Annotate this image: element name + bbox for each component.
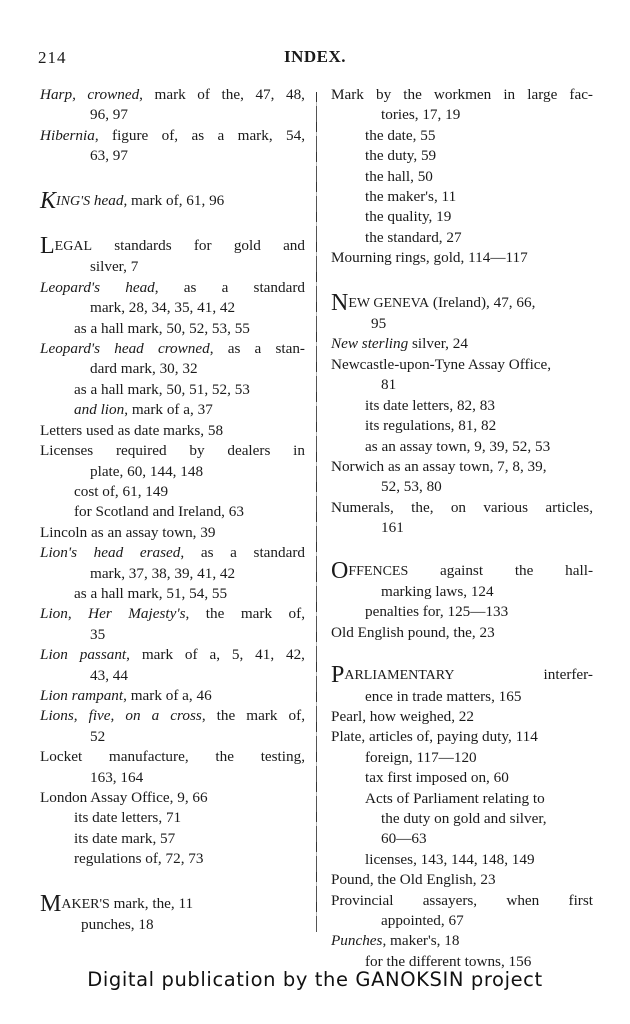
index-section-n — [331, 289, 593, 316]
index-entry-continuation: mark, 28, 34, 35, 41, 42 — [90, 299, 236, 317]
index-entry — [40, 706, 305, 726]
drop-cap: K — [40, 187, 57, 214]
index-subentry: cost of, 61, 149 — [74, 482, 169, 500]
entry-text: , as a stan- — [209, 340, 305, 358]
entry-term: Hibernia — [40, 126, 95, 144]
drop-cap: N — [331, 289, 349, 316]
index-entry: Pound, the Old English, 23 — [331, 871, 496, 889]
publication-credit: Digital publication by the GANOKSIN project — [87, 968, 543, 991]
entry-term: head — [90, 191, 124, 209]
entry-text: , mark of, 61, 96 — [123, 191, 225, 209]
index-column-left — [40, 85, 305, 935]
index-entry — [331, 334, 593, 354]
index-entry: Licenses required by dealers in — [40, 442, 305, 460]
index-subentry: Acts of Parliament relating to — [365, 789, 545, 807]
index-entry: Lincoln as an assay town, 39 — [40, 523, 216, 541]
index-entry-continuation: 35 — [90, 625, 106, 643]
entry-text: interfer- — [454, 666, 593, 684]
index-subentry: as a hall mark, 51, 54, 55 — [74, 584, 228, 602]
index-entry — [40, 278, 305, 298]
entry-term: FFENCES — [348, 563, 409, 579]
entry-term: AKER'S — [61, 896, 110, 912]
entry-term: Her Majesty's — [88, 605, 186, 623]
index-entry-continuation: tories, 17, 19 — [381, 106, 461, 124]
index-section-p — [331, 662, 593, 689]
index-entry-continuation: mark, 37, 38, 39, 41, 42 — [90, 564, 236, 582]
index-entry-continuation: ence in trade matters, 165 — [365, 687, 522, 705]
index-entry — [40, 686, 305, 706]
index-entry: Provincial assayers, when first — [331, 891, 593, 909]
index-entry — [40, 543, 305, 563]
entry-text: standards for gold and — [92, 237, 305, 255]
index-section-o — [331, 557, 593, 584]
entry-term: Leopard's head — [40, 278, 155, 296]
entry-text: , mark of a, 46 — [123, 686, 212, 704]
entry-text: , as a standard — [154, 278, 305, 296]
drop-cap: M — [40, 890, 62, 917]
drop-cap: O — [331, 557, 349, 584]
index-entry-continuation: dard mark, 30, 32 — [90, 360, 198, 378]
entry-term: and lion — [74, 401, 125, 419]
index-entry: Newcastle-upon-Tyne Assay Office, — [331, 355, 552, 373]
index-entry-continuation: the duty on gold and silver, — [381, 810, 547, 827]
index-subentry: tax first imposed on, 60 — [365, 769, 509, 787]
index-subentry: its regulations, 81, 82 — [365, 417, 497, 435]
index-entry-continuation: marking laws, 124 — [381, 582, 494, 600]
index-entry — [40, 604, 305, 624]
index-subentry: foreign, 117—120 — [365, 748, 477, 766]
index-section-k — [40, 187, 305, 214]
index-section-l — [40, 233, 305, 260]
index-entry-continuation: 161 — [381, 519, 404, 537]
index-entry: Locket manufacture, the testing, — [40, 748, 305, 766]
entry-term: Lion rampant — [40, 686, 124, 704]
entry-text: , mark of a, 5, 41, 42, — [126, 646, 305, 664]
index-entry — [40, 85, 305, 105]
index-subentry: its date letters, 82, 83 — [365, 396, 495, 414]
index-subentry: licenses, 143, 144, 148, 149 — [365, 850, 535, 868]
index-entry — [40, 339, 305, 359]
index-subentry: the quality, 19 — [365, 208, 452, 226]
entry-term: Lion — [40, 605, 68, 623]
entry-term: EW GENEVA — [348, 295, 430, 311]
index-entry-continuation: plate, 60, 144, 148 — [90, 462, 204, 480]
entry-text: , mark of the, 47, 48, — [139, 86, 305, 103]
index-entry-continuation: 96, 97 — [90, 106, 128, 124]
index-subentry: for Scotland and Ireland, 63 — [74, 503, 244, 521]
column-divider — [316, 92, 317, 932]
entry-text: (Ireland), 47, 66, — [429, 293, 536, 311]
entry-term: Lion's head erased — [40, 544, 181, 562]
index-entry: Pearl, how weighed, 22 — [331, 707, 474, 725]
entry-term: ARLIAMENTARY — [344, 668, 455, 684]
drop-cap: P — [331, 662, 345, 689]
index-subentry: regulations of, 72, 73 — [74, 850, 204, 868]
index-section-m — [40, 890, 305, 917]
index-subentry: for the different towns, 156 — [365, 952, 532, 970]
index-subentry: penalties for, 125—133 — [365, 603, 509, 621]
index-entry: Mourning rings, gold, 114—117 — [331, 249, 528, 267]
entry-text: , the mark of, — [201, 707, 305, 725]
entry-text: , as a standard — [180, 544, 305, 562]
index-entry: Mark by the workmen in large fac- — [331, 86, 593, 103]
entry-term: ING'S — [56, 193, 91, 209]
index-subentry: the maker's, 11 — [365, 188, 457, 206]
entry-term: Lions, five, on a cross — [40, 707, 202, 725]
index-entry-continuation: silver, 7 — [90, 258, 139, 276]
entry-term: Leopard's head crowned — [40, 340, 210, 358]
index-entry: Numerals, the, on various articles, — [331, 498, 593, 516]
index-subentry: as an assay town, 9, 39, 52, 53 — [365, 437, 551, 455]
index-entry-continuation: 60—63 — [381, 830, 427, 848]
entry-text: against the hall- — [408, 561, 593, 579]
index-subentry: its date mark, 57 — [74, 829, 176, 847]
index-entry-continuation: 163, 164 — [90, 768, 144, 786]
index-entry-continuation: 43, 44 — [90, 666, 128, 684]
entry-text: mark, the, 11 — [109, 894, 194, 912]
entry-text: , maker's, 18 — [382, 932, 460, 950]
entry-text: silver, 24 — [408, 335, 468, 353]
running-head: INDEX. — [283, 47, 347, 66]
index-subentry: as a hall mark, 50, 51, 52, 53 — [74, 380, 250, 398]
index-entry: London Assay Office, 9, 66 — [40, 789, 208, 806]
entry-term: EGAL — [54, 239, 92, 255]
index-subentry: the duty, 59 — [365, 147, 437, 165]
entry-text: , figure of, as a mark, 54, — [94, 126, 305, 144]
entry-text: , — [67, 605, 89, 623]
entry-term: New sterling — [331, 335, 409, 353]
index-subentry: its date letters, 71 — [74, 809, 182, 827]
index-subentry: as a hall mark, 50, 52, 53, 55 — [74, 319, 250, 337]
index-entry — [40, 126, 305, 146]
index-entry-continuation: 95 — [371, 315, 387, 333]
index-subentry: the hall, 50 — [365, 167, 433, 185]
index-entry: Letters used as date marks, 58 — [40, 421, 224, 439]
index-subentry: the standard, 27 — [365, 228, 462, 246]
index-entry-continuation: 52, 53, 80 — [381, 478, 442, 496]
index-entry-continuation: 81 — [381, 376, 397, 394]
index-entry — [40, 645, 305, 665]
index-subentry: punches, 18 — [81, 916, 154, 934]
index-entry — [331, 931, 593, 951]
entry-text: , mark of a, 37 — [124, 401, 213, 419]
entry-term: Harp, crowned — [40, 86, 140, 103]
index-entry-continuation: 52 — [90, 727, 106, 745]
entry-term: Punches — [331, 932, 383, 950]
index-column-right — [331, 85, 593, 972]
drop-cap: L — [40, 233, 55, 260]
entry-text: , the mark of, — [185, 605, 306, 623]
index-subentry — [40, 400, 305, 420]
index-entry: Plate, articles of, paying duty, 114 — [331, 728, 538, 746]
index-entry-continuation: appointed, 67 — [381, 912, 464, 930]
index-entry: Old English pound, the, 23 — [331, 623, 495, 641]
entry-term: Lion passant — [40, 646, 127, 664]
page-number: 214 — [38, 48, 67, 67]
index-entry-continuation: 63, 97 — [90, 147, 128, 165]
index-entry: Norwich as an assay town, 7, 8, 39, — [331, 457, 547, 475]
index-subentry: the date, 55 — [365, 126, 436, 144]
